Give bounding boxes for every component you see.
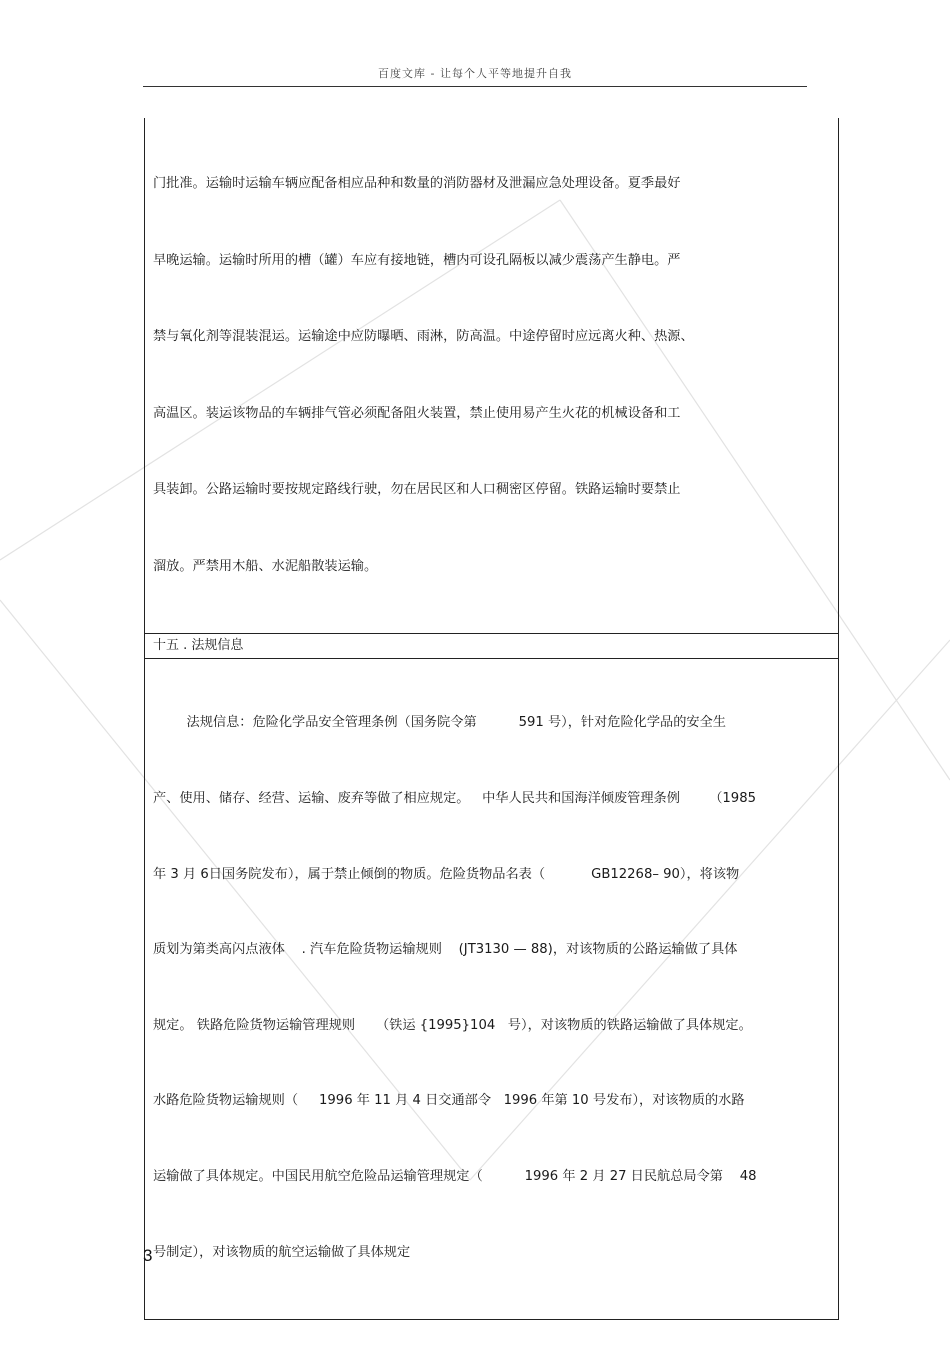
text-line: 水路危险货物运输规则（ 1996 年 11 月 4 日交通部令 1996 年第 10 号发布），对该物质的水路 xyxy=(153,1093,745,1109)
page-header xyxy=(143,64,807,87)
document-table xyxy=(144,118,839,1320)
section-15-title xyxy=(145,633,838,659)
text-line: 年 3 月 6日国务院发布），属于禁止倾倒的物质。危险货物品名表（ GB12268– 90），将该物 xyxy=(153,866,740,882)
text-line: 早晚运输。运输时所用的槽（罐）车应有接地链，槽内可设孔隔板以减少震荡产生静电。严 xyxy=(153,252,681,268)
text-line: 号制定），对该物质的航空运输做了具体规定 xyxy=(153,1244,411,1260)
text-line: 禁与氧化剂等混装混运。运输途中应防曝晒、雨淋，防高温。中途停留时应远离火种、热源、 xyxy=(153,329,694,344)
text-line: 溜放。严禁用木船、水泥船散装运输。 xyxy=(153,558,378,574)
text-line: 门批准。运输时运输车辆应配备相应品种和数量的消防器材及泄漏应急处理设备。夏季最好 xyxy=(153,176,681,191)
text-line: 运输做了具体规定。中国民用航空危险品运输管理规定（ 1996 年 2 月 27 日民航总局令第 48 xyxy=(153,1168,757,1184)
regulatory-info-cell xyxy=(145,659,838,1319)
header-text: 百度文库 - 让每个人平等地提升自我 xyxy=(378,67,572,80)
text-line: 具装卸。公路运输时要按规定路线行驶，勿在居民区和人口稠密区停留。铁路运输时要禁止 xyxy=(153,482,681,497)
text-line: 产、使用、储存、经营、运输、废弃等做了相应规定。 中华人民共和国海洋倾废管理条例 （1985 xyxy=(153,791,756,806)
text-line: 规定。 铁路危险货物运输管理规则 （铁运 {1995}104 号），对该物质的铁路运输做了具体规定。 xyxy=(153,1017,752,1033)
transport-info-cell xyxy=(145,118,838,633)
text-line: 高温区。装运该物品的车辆排气管必须配备阻火装置，禁止使用易产生火花的机械设备和工 xyxy=(153,405,681,421)
text-line: 法规信息：危险化学品安全管理条例（国务院令第 591 号），针对危险化学品的安全生 xyxy=(153,715,726,731)
text-line: 质划为第类高闪点液体 . 汽车危险货物运输规则 (JT3130 — 88)，对该物质的公路运输做了具体 xyxy=(153,942,738,958)
section-title-text: 十五 . 法规信息 xyxy=(153,638,244,653)
page-number: 3 xyxy=(143,1246,153,1265)
